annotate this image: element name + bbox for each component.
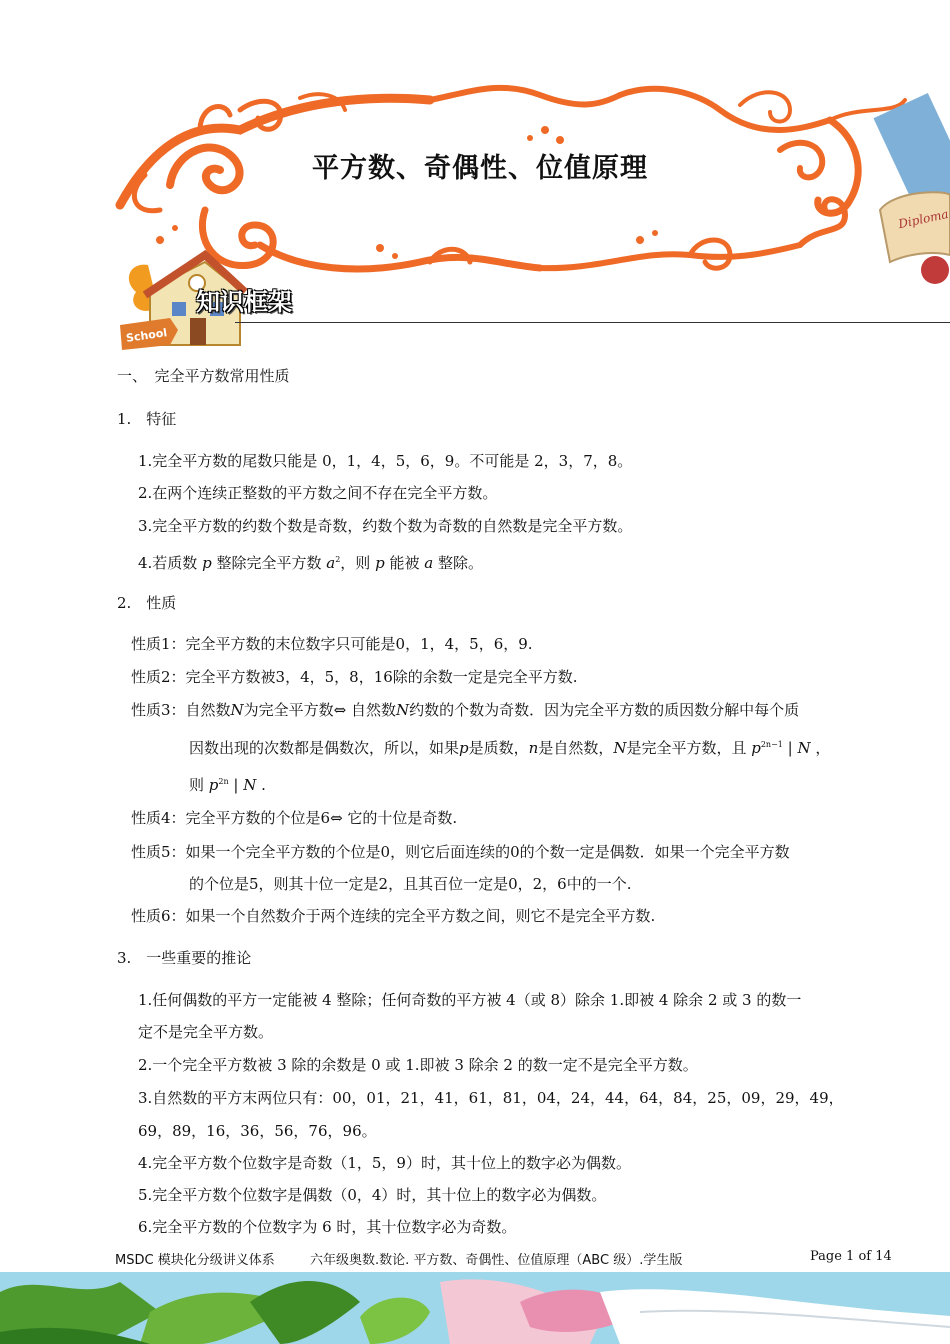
list-item: 2.一个完全平方数被 3 除的余数是 0 或 1.即被 3 除余 2 的数一定不是完全平方数。 xyxy=(138,1056,698,1074)
property-item-continued: 因数出现的次数都是偶数次，所以，如果p是质数，n是自然数，N是完全平方数，且 $p^{2n-1}$ | N ， xyxy=(189,739,831,757)
list-item: 1.完全平方数的尾数只能是 0，1，4，5，6，9。不可能是 2，3，7，8。 xyxy=(138,452,633,470)
property-item: 性质5：如果一个完全平方数的个位是0，则它后面连续的0的个数一定是偶数．如果一个完全平方数 xyxy=(131,843,790,861)
footer-illustration xyxy=(0,1272,950,1344)
list-item: 4.若质数 p 整除完全平方数 $a^2$，则 p 能被 a 整除。 xyxy=(138,554,483,572)
footer-doc-title: 六年级奥数.数论. 平方数、奇偶性、位值原理（ABC 级）.学生版 xyxy=(310,1253,683,1268)
property-item-continued: 的个位是5，则其十位一定是2，且其百位一定是0，2，6中的一个. xyxy=(189,875,632,893)
section-heading: 知识框架 xyxy=(196,288,292,316)
list-item: 4.完全平方数个位数字是奇数（1，5，9）时，其十位上的数字必为偶数。 xyxy=(138,1154,631,1172)
property-item: 性质2：完全平方数被3，4，5，8，16除的余数一定是完全平方数. xyxy=(131,668,578,686)
property-item: 性质4：完全平方数的个位是6⇔ 它的十位是奇数. xyxy=(131,809,458,827)
heading-rule xyxy=(235,322,950,323)
property-item: 性质1：完全平方数的末位数字只可能是0，1，4，5，6，9. xyxy=(131,635,533,653)
subsection-heading: 1. 特征 xyxy=(117,410,177,428)
chapter-heading: 一、 完全平方数常用性质 xyxy=(117,367,290,385)
page-number: Page 1 of 14 xyxy=(810,1249,892,1264)
list-item: 6.完全平方数的个位数字为 6 时，其十位数字必为奇数。 xyxy=(138,1218,517,1236)
list-item: 3.完全平方数的约数个数是奇数，约数个数为奇数的自然数是完全平方数。 xyxy=(138,517,633,535)
subsection-heading: 3. 一些重要的推论 xyxy=(117,949,252,967)
subsection-heading: 2. 性质 xyxy=(117,594,177,612)
property-item: 性质6：如果一个自然数介于两个连续的完全平方数之间，则它不是完全平方数. xyxy=(131,907,656,925)
page-title: 平方数、奇偶性、位值原理 xyxy=(312,153,648,184)
property-item: 性质3：自然数N为完全平方数⇔ 自然数N约数的个数为奇数．因为完全平方数的质因数分解中每个质 xyxy=(131,701,800,719)
list-item: 2.在两个连续正整数的平方数之间不存在完全平方数。 xyxy=(138,484,498,502)
list-item: 5.完全平方数个位数字是偶数（0，4）时，其十位上的数字必为偶数。 xyxy=(138,1186,607,1204)
property-item-continued: 则 $p^{2n}$ | N . xyxy=(189,776,266,794)
list-item: 3.自然数的平方末两位只有：00，01，21，41，61，81，04，24，44，64，84，25，09，29，49， xyxy=(138,1089,844,1107)
list-item-continued: 定不是完全平方数。 xyxy=(138,1023,274,1041)
list-item: 1.任何偶数的平方一定能被 4 整除；任何奇数的平方被 4（或 8）除余 1.即被 4 除余 2 或 3 的数一 xyxy=(138,991,802,1009)
school-sign-label: School xyxy=(125,326,168,345)
list-item-continued: 69，89，16，36，56，76，96。 xyxy=(138,1122,377,1140)
footer-series: MSDC 模块化分级讲义体系 xyxy=(115,1253,275,1268)
diploma-label: Diploma xyxy=(897,206,950,232)
